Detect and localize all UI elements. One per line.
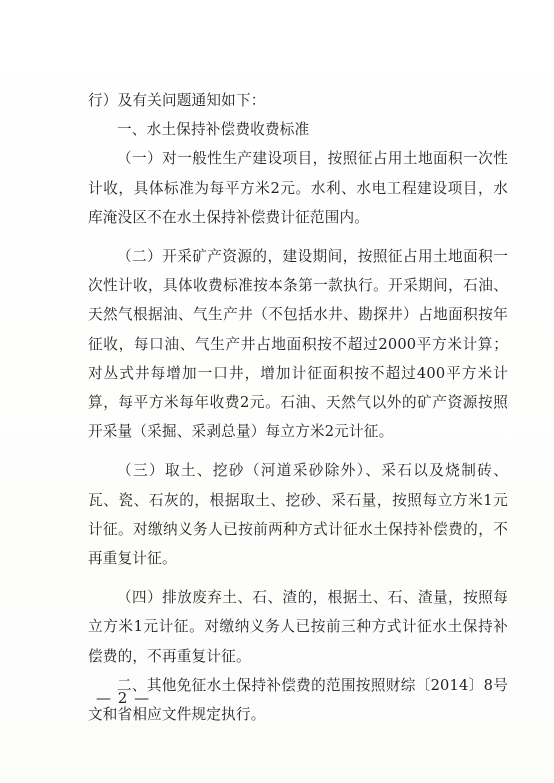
paragraph-gap	[88, 446, 508, 456]
paragraph-gap	[88, 232, 508, 242]
clause-two-paragraph: （二）开采矿产资源的，建设期间，按照征占用土地面积一次性计收，具体收费标准按本条第一款执行。开采期间，石油、天然气根据油、气生产井（不包括水井、勘探井）占地面积按年征收，每口油、气生产井占地面积按不超过2000平方米计算；对丛式井每增加一口井，增加计征面积按不超过400平方米计算，每平方米每年收费2元。石油、天然气以外的矿产资源按照开采量（采掘、采剥总量）每立方米2元计征。	[88, 248, 508, 441]
clause-three-paragraph: （三）取土、挖砂（河道采砂除外）、采石以及烧制砖、瓦、瓷、石灰的，根据取土、挖砂、采石量，按照每立方米1元计征。对缴纳义务人已按前两种方式计征水土保持补偿费的，不再重复计征。	[88, 462, 508, 568]
page-number: — 2 —	[96, 689, 151, 707]
section-heading-fee-standard: 一、水土保持补偿费收费标准	[117, 121, 310, 139]
clause-one-paragraph: （一）对一般性生产建设项目，按照征占用土地面积一次性计收，具体标准为每平方米2元。水利、水电工程建设项目，水库淹没区不在水土保持补偿费计征范围内。	[88, 150, 508, 226]
intro-continuation-paragraph: 行）及有关问题通知如下：	[88, 92, 266, 109]
paragraph-gap	[88, 573, 508, 583]
clause-four-paragraph: （四）排放废弃土、石、渣的，根据土、石、渣量，按照每立方米1元计征。对缴纳义务人已按前三种方式计征水土保持补偿费的，不再重复计征。	[88, 589, 508, 665]
document-body	[88, 86, 508, 729]
section-two-paragraph: 二、其他免征水土保持补偿费的范围按照财综〔2014〕8号文和省相应文件规定执行。	[88, 676, 508, 724]
